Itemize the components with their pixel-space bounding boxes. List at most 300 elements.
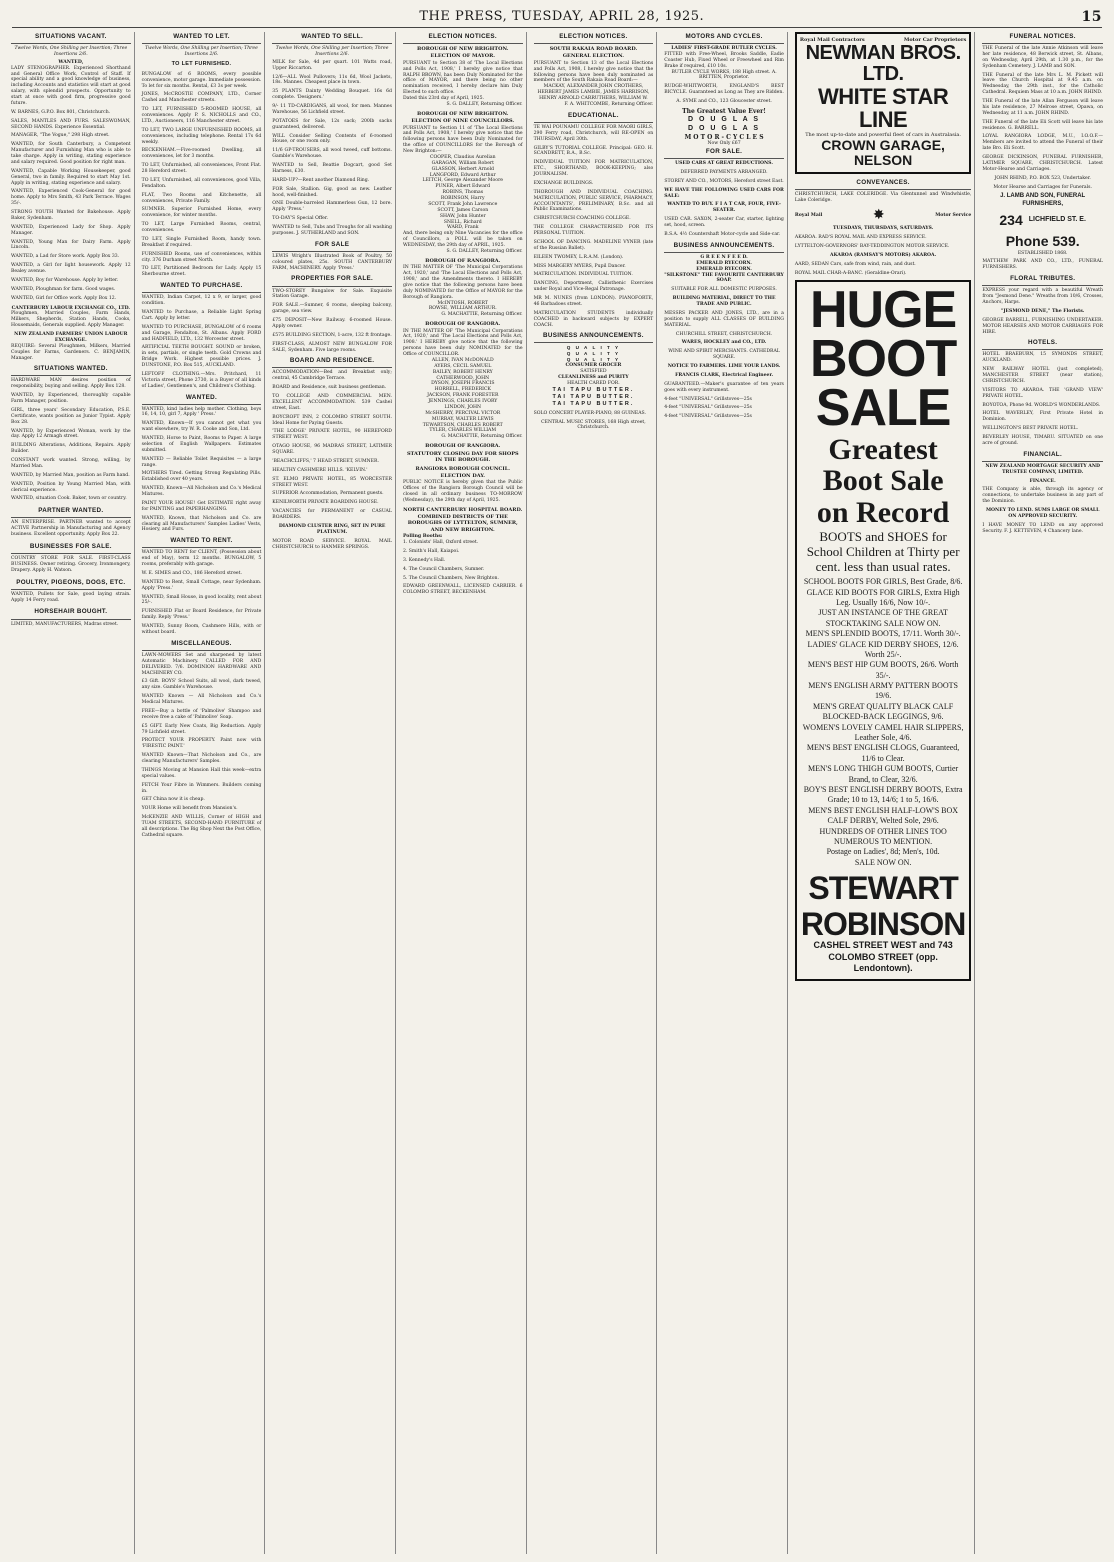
notice-subhead: ELECTION OF NINE COUNCILLORS. <box>411 118 515 125</box>
notice-head: RANGIORA BOROUGH COUNCIL. ELECTION DAY. <box>415 466 510 479</box>
satisfied-label: SATISFIED <box>580 368 607 374</box>
notice-farmers: NOTICE TO FARMERS. LIME YOUR LANDS. <box>667 364 781 370</box>
classified-ad: POTATOES for Sale, 12s sack; 200lb sacks guaranteed, delivered. <box>272 118 392 130</box>
classified-ad: WANTED, by Married Man, position as Farm hand. <box>11 472 130 478</box>
notice-body: IN THE MATTER OF 'The Municipal Corporations Act, 1920,' and 'The Local Elections and Polls Act, 1908.' I HEREBY give notice that the following persons have been duly NOMINATED for the Office of COUNCILLOR. <box>402 328 523 358</box>
classified-ad: WILL Consider Selling Contents of 6-roomed House, or one room only. <box>272 133 392 145</box>
booths-title: Polling Booths: <box>402 534 443 540</box>
universal-line: 4-feet "UNIVERSAL" Grillstoves—25s <box>664 396 752 402</box>
notice-new-brighton-mayor <box>403 46 523 108</box>
classified-ad: THINGS Moving at Mansion Hall this week—extra special values. <box>141 767 262 779</box>
classified-ad: DANCING, Deportment, Callisthenic Exercises under Royal and Vice-Regal Patronage. <box>533 281 654 293</box>
notice-dated: Dated this 23rd day of April, 1925. <box>402 96 484 102</box>
classified-ad: FURNISHED Rooms, use of conveniences, within city. 376 Durham street North. <box>141 251 262 263</box>
polling-booth: 2. Smith's Hall, Kaiapoi. <box>402 548 460 554</box>
hotel-ad: NEW RAILWAY HOTEL (just completed), MANCHESTER STREET (near station), CHRISTCHURCH. <box>982 367 1103 384</box>
classified-ad: WANTED, Known—If you cannot get what you want elsewhere, try W. R. Cooke and Son, Ltd. <box>141 421 262 433</box>
newman-small: The most up-to-date and powerful fleet of cars in Australasia. <box>805 131 962 138</box>
john-rhind: JOHN RHIND, P.O. BOX 523, Undertaker. <box>994 175 1091 181</box>
silkstone: "SILKSTONE" THE FAVOURITE CANTERBURY SOAP. <box>664 272 784 284</box>
funeral-notice: LOYAL RANGIORA LODGE, M.U., I.O.O.F.—Members are invited to attend the Funeral of their late Bro. Eli Scott. <box>982 134 1103 152</box>
section-business-sale <box>11 542 131 574</box>
classified-ad <box>11 189 131 207</box>
building-material: BUILDING MATERIAL, DIRECT TO THE TRADE AND PUBLIC. <box>672 296 776 308</box>
classified-ad <box>11 110 131 116</box>
classified-ad: MILK for Sale, 4d per quart. 101 Watts road, Upper Riccarton. <box>272 59 392 71</box>
classified-ad: BUNGALOW of 6 ROOMS, every possible convenience, motor garage. Immediate possession. To let for six months. Rental, £3 3s per week. <box>141 71 262 89</box>
classified-ad: 11/6 GP-TROUSERS, all wool tweed, cuff bottoms. Gamble's Warehouse. <box>272 148 392 160</box>
section-title: WANTED TO LET. <box>142 32 262 44</box>
notice-body: PURSUANT to Section 11 of 'The Local Elections and Polls Act, 1908,' I hereby give notice that the following persons have been Duly Nominated for the office of COUNCILLORS for the Borough of New Brighton:— <box>402 125 523 155</box>
classified-ad: BUILDING Alterations, Additions, Repairs. Apply Builder. <box>11 443 131 455</box>
ad-lyttelton: LYTTELTON-GOVERNORS' BAY-TEDDINGTON MOTOR SERVICE. <box>794 244 950 250</box>
funeral-notice: THE Funeral of the late Allan Ferguson will leave his late residence, 27 Melrose street, Opawa, on Wednesday, at 11 a.m. JOHN RHIND. <box>982 99 1103 116</box>
classified-ad: SUPERIOR Accommodation, Permanent guests. <box>272 491 384 497</box>
ad-huge-boot-sale <box>795 280 971 981</box>
classified-ad: WANTED, situation Cook. Baker, town or country. <box>11 496 127 502</box>
hotel-ad: BEVERLEY HOUSE, TIMARU. SITUATED on one acre of ground. <box>982 435 1103 446</box>
ad-body: WANTED, Girl for Office work. Apply Box 12. <box>11 295 117 301</box>
classified-ad: JONES, McCROSTIE COMPANY, LTD., Corner Cashel and Manchester streets. <box>141 92 262 104</box>
classified-ad: KENILWORTH PRIVATE BOARDING HOUSE. <box>272 500 379 506</box>
ad-body: Ploughmen, Married Couples, Farm Hands, Milkers, Shepherds, Station Hands, Cooks, Housemaids, Generals supplied. Apply Manager. <box>11 311 131 329</box>
classified-ad: GET China now it is cheap. <box>141 797 205 803</box>
section-title: MOTORS AND CYCLES. <box>664 32 784 44</box>
classified-ad: TO COLLEGE AND COMMERCIAL MEN. EXCELLENT ACCOMMODATION. 539 Cashel street, East. <box>272 394 392 411</box>
classified-ad: INDIVIDUAL TUITION FOR MATRICULATION, ETC., SHORTHAND, BOOK-KEEPING; also JOURNALISM. <box>533 160 654 177</box>
ad-head: NEW ZEALAND FARMERS' UNION LABOUR EXCHANGE. <box>14 332 128 343</box>
ad-head: LADIES' FIRST-GRADE BUTLER CYCLES. <box>671 46 777 52</box>
crown-garage: CROWN GARAGE, NELSON <box>821 136 945 169</box>
notice-hospital-board <box>403 507 523 582</box>
star-icon: ✸ <box>872 206 885 223</box>
candidate-name: TYLER, CHARLES WILLIAM <box>429 428 497 434</box>
classified-ad: OTAGO HOUSE, 96 MADRAS STREET, LATIMER SQUARE. <box>272 444 392 456</box>
classified-ad: BOARD and Residence, suit business gentleman. <box>272 385 387 391</box>
notice-subhead: COMBINED DISTRICTS OF THE BOROUGHS OF LYTTELTON, SUMNER, AND NEW BRIGHTON. <box>407 513 518 533</box>
side-right: Motor Car Proprietors <box>903 37 967 43</box>
candidate-name: JACKSON, FRANK FORESTER <box>427 393 499 399</box>
classified-ad: WANTED, by Experienced Woman, work by the day. Apply 12 Armagh street. <box>11 428 131 440</box>
section-title: FUNERAL NOTICES. <box>982 32 1103 44</box>
ad-body: WANTED, Experienced Lady for Shop. Apply Manager. <box>11 224 131 236</box>
universal-line: 4-feet "UNIVERSAL" Grillstoves—25s <box>664 405 752 411</box>
classified-ad: TO-DAY'S Special Offer. <box>272 216 328 222</box>
douglas-line: D O U G L A S <box>688 115 761 123</box>
guaranteed: GUARANTEED.—Maker's guarantee of ten years goes with every instrument. <box>664 381 784 393</box>
notice-new-brighton-councillors <box>403 111 523 255</box>
classified-ad: WANTED to Rent, Small Cottage, near Sydenham. Apply 'Press.' <box>141 579 262 591</box>
polling-booth: 4. The Council Chambers, Sumner. <box>402 566 485 572</box>
classified-ad: CONSTANT work wanted. Strong, willing, by Married Man. <box>11 458 131 469</box>
tai-tapu-line: TAI TAPU BUTTER. <box>552 386 635 393</box>
notice-head: NORTH CANTERBURY HOSPITAL BOARD. <box>403 506 523 513</box>
sale-item: MEN'S BEST ENGLISH CLOGS, Guaranteed, 11/6 to Clear. <box>806 743 960 763</box>
sale-heading: SALE <box>815 379 951 438</box>
quality-line: Q U A L I T Y <box>566 357 621 363</box>
section-title: BUSINESS ANNOUNCEMENTS. <box>534 331 654 343</box>
douglas-line: D O U G L A S <box>688 124 761 132</box>
column-funeral <box>979 32 1106 1554</box>
classified-ad: CHRISTCHURCH COACHING COLLEGE. <box>533 216 631 222</box>
classified-ad <box>11 142 131 166</box>
classified-ad: MR M. NUNES (from LONDON). PIANOFORTE, 46 Barbadoes street. <box>533 296 654 307</box>
classified-ad: 'THE LODGE' PRIVATE HOTEL, 90 HEREFORD STREET WEST. <box>272 429 392 441</box>
classified-ad: TO LET, Single Furnished Room, handy town. Breakfast if required. <box>141 236 262 248</box>
section-title: BUSINESS ANNOUNCEMENTS. <box>664 241 784 253</box>
classified-ad: ST. ELMO PRIVATE HOTEL, 85 WORCESTER STREET WEST. <box>272 476 392 488</box>
section-title: EDUCATIONAL. <box>534 111 654 123</box>
sale-item: MEN'S GREAT QUALITY BLACK CALF BLOCKED-BACK LEGGINGS, 9/6. <box>813 701 954 722</box>
section-title: FLORAL TRIBUTES. <box>982 274 1103 286</box>
ad-newman-bros <box>795 32 971 174</box>
section-title: SITUATIONS VACANT. <box>11 32 131 44</box>
side-left: Royal Mail Contractors <box>799 37 865 43</box>
classified-ad: MOTHERS Tired. Getting Strong Regulating Pills. Established over 40 years. <box>141 471 262 483</box>
sale-item: MEN'S ENGLISH ARMY PATTERN BOOTS 19/6. <box>808 681 958 701</box>
classified-ad: EILEEN TWOMEY, L.R.A.M. (London). <box>533 254 624 260</box>
ad-akaroa: AKAROA. RAD'S ROYAL MAIL AND EXPRESS SERVICE. <box>794 235 927 241</box>
classified-ad: WANTED Known—That Nicholson and Co., are clearing Manufacturers' Samples. <box>141 753 262 765</box>
ad-royal-charabanc: ROYAL MAIL CHAR-A-BANC. (Geraldine-Orari). <box>794 270 907 276</box>
ad-body: REQUIRE: Several Ploughmen, Milkers, Married Couples for Farms, Gardeners. C. BENJAMIN, Manager. <box>11 343 131 361</box>
masthead <box>12 6 1102 28</box>
classified-ad: 'BEACHCLIFFS,' 7 HEAD STREET, SUMNER. <box>272 458 379 464</box>
consumer-label: CONSUMER GROCER <box>565 363 622 369</box>
notice-head: BOROUGH OF RANGIORA. <box>425 321 501 328</box>
classified-ad: PROTECT YOUR PROPERTY. Paint now with 'FIRESTIC PAINT.' <box>141 738 262 750</box>
ad-body: MANAGER, "The Vogue," 298 High street. <box>11 133 110 139</box>
column-educational <box>531 32 658 1554</box>
notice-statutory <box>403 443 523 463</box>
classified-ad: £5 GIFT. Early New Coats, Big Reduction. Apply 79 Lichfield street. <box>141 723 262 735</box>
classified-ad: WANTED TO RENT for CLIENT, (Possession about end of May), term 12 months. BUNGALOW, 5 rooms, preferably with garage. <box>141 550 262 568</box>
ad-syme: A. SYME and CO., 123 Gloucester street. <box>676 99 772 105</box>
tai-tapu-line: TAI TAPU BUTTER. <box>552 400 635 407</box>
notice-signature: S. G. DALLEY, Returning Officer. <box>446 101 523 107</box>
green-feed-line: EMERALD RYECORN. <box>696 260 752 266</box>
section-situations-vacant <box>11 32 131 302</box>
lamb-phone: Phone 539. <box>1005 232 1080 249</box>
classified-ad: WANTED, kind ladies help mother. Clothing, boys 16, 14, 10, girl 7, Apply ' Press.' <box>141 406 262 418</box>
notice-signature: S. G. DALLEY, Returning Officer. <box>446 248 523 254</box>
lamb-head: J. LAMB AND SON, FUNERAL FURNISHERS, <box>1000 193 1086 208</box>
ad-body: WANTED, Experienced Cook-General for good home. Apply to Mrs Smith, 43 Park Terrace. Wages 35/-. <box>11 189 131 207</box>
hotel-ad: HOTEL BRAEBURN, 15 SYMONDS STREET, AUCKLAND. <box>982 352 1103 364</box>
stewart-heading: STEWART <box>808 870 958 907</box>
candidate-name: PUNER, Albert Edward <box>435 184 491 190</box>
sale-item: MEN'S SPLENDID BOOTS, 17/11. Worth 30/-. <box>805 629 961 639</box>
classified-ad: FURNISHED Flat or Board Residence, for Private family. Reply 'Press.' <box>141 609 262 621</box>
candidate-name: COOPER, Claudius Aurelian <box>429 154 496 160</box>
hotel-ad: HOTEL WAVERLEY, First Private Hotel in Dominion. <box>982 411 1103 423</box>
candidate-name: LANGFORD, Edward Arthur <box>429 172 496 178</box>
classified-ad: SUMNER. Superior Furnished Home, every convenience, for winter months. <box>141 207 262 219</box>
quality-line: Q U A L I T Y <box>566 351 621 357</box>
classified-ad: 35 PLANTS Dainty Wedding Bouquet. 16s 6d complete. 'Designers.' <box>272 89 392 101</box>
used-cars: USED CARS AT GREAT REDUCTIONS. <box>675 161 773 167</box>
classified-ad <box>11 133 131 139</box>
classified-ad: TO LET, Unfurnished, all conveniences, Front Flat. 28 Hereford street. <box>141 163 262 175</box>
section-title: FOR SALE. <box>664 147 784 159</box>
column-situations <box>8 32 135 1554</box>
classified-ad: W. E. SIMES and CO., 186 Hereford street. <box>141 570 242 576</box>
ad-diamond: DIAMOND CLUSTER RING, SET IN PURE PLATINUM. <box>278 523 386 535</box>
classified-ad: EXCHANGE BUILDINGS. <box>533 180 594 186</box>
notice-rangiora-mayor <box>403 258 523 318</box>
motor-service-label: Motor Service <box>935 212 972 218</box>
ad-body: LADY STENOGRAPHER. Experienced Shorthand and General Office Work, Control of Staff. If special ability and a good knowledge of business, including Accounts and statistics will start at good salary, with splendid prospects. Opportunity to start at once with good firm, progressive good future. <box>11 65 131 106</box>
messrs: MESSRS PACKER AND JONES, LTD., are in a position to supply ALL CLASSES OF BUILDING MATERIAL. <box>664 310 784 328</box>
nz-mortgage: NEW ZEALAND MORTGAGE SECURITY AND TRUSTEE COMPANY, LIMITED. <box>985 463 1101 475</box>
ad-mckenzie: McKENZIE AND WILLIS, Corner of HIGH and TUAM STREETS, SECOND-HAND FURNITURE of all descriptions. The Big Shop Next the Post Office, Cathedral square. <box>141 815 262 838</box>
ad-motors: MOTOR ROAD SERVICE. ROYAL MAIL CHRISTCHURCH to HANMER SPRINGS. <box>272 538 392 550</box>
candidate-name: HORRELL, FREDERICK <box>434 387 491 393</box>
page-number: 15 <box>1081 8 1102 25</box>
boot-sale-heading: Boot Sale <box>822 464 944 498</box>
sale-item: BOY'S BEST ENGLISH DERBY BOOTS, Extra Grade; 10 to 13, 14/6; 1 to 5, 16/6. <box>803 785 963 805</box>
section-title: FINANCIAL. <box>982 450 1103 462</box>
ad-body: W. BARNES, G.P.O. Box 801, Christchurch. <box>11 109 111 115</box>
classified-ad: HARD-UP?—Rent another Diamond Ring. <box>272 177 370 183</box>
boot-heading: BOOT <box>810 330 957 389</box>
classified-ad: VACANCIES for PERMANENT or CASUAL BOARDERS. <box>272 509 392 521</box>
section-title: HOTELS. <box>982 338 1103 350</box>
notice-head: BOROUGH OF RANGIORA. <box>425 257 501 264</box>
candidate-name: MURRAY, WALTER LEWIS <box>431 416 494 422</box>
motor-cycles: M O T O R - C Y C L E S <box>684 133 764 141</box>
finance-title: FINANCE. <box>1029 478 1056 484</box>
notice-body: PURSUANT to Section 13 of the Local Elections and Polls Act, 1908, I hereby give notice that the following persons have been duly nominated as members of the South Rakaia Road Board:— <box>533 60 654 84</box>
tai-tapu-line: TAI TAPU BUTTER. <box>552 393 635 400</box>
ad-head: CANTERBURY LABOUR EXCHANGE CO., LTD. <box>11 305 131 311</box>
section-title: BUSINESSES FOR SALE. <box>11 542 131 554</box>
ad-head: WANTED, <box>58 59 84 65</box>
green-feed-line: EMERALD RYECORN. <box>696 266 752 272</box>
notice-head: BOROUGH OF NEW BRIGHTON. <box>417 46 509 53</box>
classified-ad: MATRICULATION. INDIVIDUAL TUITION. <box>533 272 633 278</box>
huge-heading: HUGE <box>809 280 957 339</box>
classified-ad: WANTED, Known—All Nicholson and Co.'s Medical Mixtures. <box>141 486 262 498</box>
ad-body: LIMITED, MANUFACTURERS, Madras street. <box>11 621 119 627</box>
section-title: ELECTION NOTICES. <box>403 32 523 44</box>
candidate-name: JENNINGS, CHARLES IVORY <box>428 399 498 405</box>
francis-clark: FRANCIS CLARK, Electrical Engineer. <box>675 372 774 378</box>
wares: WARES, HOCKLEY and CO., LTD. <box>681 340 767 346</box>
ad-body: WANTED, Ploughman for farm. Good wages. <box>11 286 116 292</box>
finance-body: THE Company is able, through its agency or connections, to undertake business in any part of the Dominion. <box>982 487 1103 505</box>
wine: WINE AND SPIRIT MERCHANTS. CATHEDRAL SQUARE. <box>668 349 780 361</box>
section-title: WANTED TO RENT. <box>142 536 262 548</box>
classified-ad <box>11 332 131 361</box>
ad-body: AN ENTERPRISE. PARTNER wanted to accept ACTIVE Partnership in Manufacturing and Agency business. Excellent opportunity. Apply Box 22. <box>11 520 131 538</box>
white-star-line: WHITE STAR LINE <box>817 84 949 133</box>
section-title: CONVEYANCES. <box>795 178 971 190</box>
classified-ad: GIRL, three years' Secondary Education, P.S.E. Certificate, wants position as Junior Typist. Apply Box 28. <box>11 407 131 425</box>
section-title: PARTNER WANTED. <box>11 506 131 518</box>
classified-ad: WANTED, Indian Carpet, 12 x 9, or larger, good condition. <box>141 295 262 307</box>
section-rates: Twelve Words, One Shilling per Insertion; Three Insertions 2/6. <box>14 46 128 57</box>
sale-item: MEN'S BEST ENGLISH HALF-LOW'S BOX CALF DERBY, Welted Sole, 29/6. <box>808 805 959 826</box>
notice-subhead: ELECTION OF MAYOR. <box>430 53 495 60</box>
green-feed-line: G R E E N F E E D. <box>700 254 748 260</box>
notice-head: BOROUGH OF NEW BRIGHTON. <box>417 110 509 117</box>
ad-butler-cycles <box>664 46 784 81</box>
candidate-name: SCOTT, James Carson <box>437 207 489 213</box>
on-record-heading: on Record <box>816 495 950 529</box>
classified-ad: MISS MARGERY MYERS, Pupil Dancer. <box>533 263 626 269</box>
classified-ad: BECKENHAM.—Five-roomed Dwelling, all conveniences, let for 3 months. <box>141 148 262 160</box>
churchill: CHURCHILL STREET, CHRISTCHURCH. <box>675 331 773 337</box>
candidate-name: AYERS, CECIL SAMUEL <box>434 363 492 369</box>
classified-ad: £3 Gift. BOYS' School Suits, all wool, dark tweed, any size. Gamble's Warehouse. <box>141 679 262 691</box>
bsa: B.S.A. 4½ Countershaft Motor-cycle and Side-car. <box>664 231 781 237</box>
candidate-name: LINDON, JOHN <box>444 404 482 410</box>
notice-body: IN THE MATTER OF 'The Municipal Corporations Act, 1920,' and 'The Local Elections and Polls Act, 1908,' and the Amendments thereto. I HEREBY give notice that the following persons have been duly NOMINATED for the Office of MAYOR for the Borough of Rangiora. <box>402 265 523 300</box>
notice-head: BOROUGH OF RANGIORA. <box>425 443 501 450</box>
sale-item: JUST AN INSTANCE OF THE GREAT STOCKTAKING SALE NOW ON. <box>818 608 948 628</box>
store-address: CASHEL STREET WEST and 743 COLOMBO STREET (opp. Lendontown). <box>813 940 953 974</box>
classified-ad <box>11 169 131 187</box>
candidate-name: SNELL, Richard <box>443 219 482 225</box>
notice-names: MACKAY, ALEXANDER JOHN CROTHERS, HERBERT JAMES LAMBIE, JAMES HARRISON, HENRY ARNOLD CARRUTHERS, WILLIAM W. <box>537 84 650 102</box>
classified-ad: WANTED, Known, that Nicholson and Co. are clearing all Manufacturers' Samples Ladies' Vests, Hosiery, and Furs. <box>141 515 262 533</box>
boots-line: BOOTS and SHOES for School Children at Thirty per cent. less than usual rates. <box>806 529 960 575</box>
funeral-notice: THE Funeral of the late Annie Atkinson will leave her late residence, 48 Berwick street, St. Albans, on Wednesday, April 29th, at 1.30 p.m., for the Sydenham Cemetery. J. LAMB and SON. <box>982 46 1103 69</box>
classified-ad <box>11 210 131 222</box>
section-title: WANTED TO SELL. <box>272 32 392 44</box>
column-election-notices <box>400 32 527 1554</box>
money: MONEY TO LEND. SUMS LARGE OR SMALL ON APPROVED SECURITY. <box>985 508 1100 519</box>
health-label: HEALTH CARED FOR. <box>567 380 620 386</box>
classified-ad: FOR Sale, Stallion. Gig, good as new. Leather hood, well-finished. <box>272 186 392 198</box>
newspaper-title: THE PRESS, TUESDAY, APRIL 28, 1925. <box>419 9 705 24</box>
notice-head: SOUTH RAKAIA ROAD BOARD. <box>549 46 638 53</box>
sale-item: Postage on Ladies', 8d; Men's, 10d. <box>826 847 940 857</box>
classified-ad: PAINT YOUR HOUSE! Get ESTIMATE right away for PAINTING and PAPERHANGING. <box>141 500 262 512</box>
classified-ad: WANTED, Small House, in good locality, rent about 25/-. <box>141 594 262 606</box>
column-conveyances <box>792 32 975 1554</box>
lamb-address: LICHFIELD ST. E. <box>1028 216 1086 224</box>
candidate-name: DYSON, JOSEPH FRANCIS <box>431 381 495 387</box>
section-partner <box>11 506 131 538</box>
sale-item: SCHOOL BOOTS FOR GIRLS, Best Grade, 8/6. <box>803 577 963 587</box>
classified-ad: £575 BUILDING SECTION, 1-acre, 132 ft frontage. <box>272 332 392 338</box>
section-title: MISCELLANEOUS. <box>142 639 262 651</box>
hotel-ad: BOYOTOA, Phone 9d. WORLD'S WONDERLANDS. <box>982 402 1101 408</box>
notice-south-rakaia <box>534 46 654 108</box>
ad-body: LEWIS Wright's Illustrated Book of Poultry, 50 coloured plates, 25s. SOUTH CANTERBURY FARM, MACHINERY. Apply 'Press.' <box>272 253 392 271</box>
classified-ad <box>11 254 131 260</box>
ad-body: COUNTRY STORE FOR SALE. FIRST-CLASS BUSINESS. Owner retiring. Grocery, Ironmongery, Drapery. Apply H. Watson. <box>11 556 131 573</box>
candidate-name: GARAGAN, William Robert <box>431 160 494 166</box>
deferred: DEFERRED PAYMENTS ARRANGED. <box>680 169 768 175</box>
classified-ad: WANTED, Sunny Room, Cashmere Hills, with or without board. <box>141 624 262 635</box>
ad-artificial-teeth: ARTIFICIAL TEETH BOUGHT. SOUND or broken, in sets, partials, or single teeth. Gold Crowns and Bridge Work. Highest possible prices. J. DUNSTONE, P.O. Box 515, AUCKLAND. <box>141 345 262 368</box>
classified-ad: MATRICULATION STUDENTS individually COACHED in backward subjects by EXPERT COACH. <box>533 310 654 328</box>
section-situations-wanted <box>11 364 131 502</box>
hotel-ad: WELLINGTON'S BEST PRIVATE HOTEL. <box>982 426 1079 432</box>
notice-subhead: GENERAL ELECTION. <box>562 53 625 60</box>
classified-ad: LAWN-MOWERS Set and sharpened by latest Automatic Machinery. CALLED FOR AND DELIVERED. 7/6. DOMINION HARDWARE AND MACHINERY CO. <box>141 652 262 676</box>
classified-ad: 9/- 11 TD-CARDIGANS, all wool, for men. Mannes Warehouse, 56 Lichfield street. <box>272 104 392 115</box>
sale-item: SALE NOW ON. <box>854 857 912 867</box>
suitable: SUITABLE FOR ALL DOMESTIC PURPOSES. <box>671 287 777 293</box>
section-title: TO LET FURNISHED. <box>171 60 232 67</box>
section-horsehair <box>11 607 131 627</box>
section-title: FOR SALE <box>272 240 392 252</box>
classified-ad <box>11 225 131 237</box>
ad-solo-concert: SOLO CONCERT PLAYER-PIANO, 88 GUINEAS. <box>533 410 646 416</box>
classified-ad: FLAT, Two Rooms and Kitchenette, all conveniences, Private Family. <box>141 192 262 204</box>
classified-ad: 12/6—ALL Wool Pullovers; 11s 6d, Wool Jackets, 18s. Mannes. Cheapest place in town. <box>272 74 392 86</box>
notice-body: PURSUANT to Section 38 of 'The Local Elections and Polls Act, 1908,' I hereby give notice that RALPH BROWN, has been Duly Nominated for the office of MAYOR, and there being no other nomination received, I hereby declare him Duly Elected to such office. <box>402 60 523 96</box>
classified-ad: WANTED, by Experienced, thoroughly capable Farm Manager, position. <box>11 393 131 405</box>
classified-ad: FREE—Buy a bottle of 'Palmolive' Shampoo and receive free a cake of 'Palmolive' Soap. <box>141 708 262 720</box>
we-have: WE HAVE THE FOLLOWING USED CARS FOR SALE: <box>664 187 784 199</box>
classified-ad: THE COLLEGE CHARACTERISED FOR ITS PERSONAL TUITION. <box>533 225 654 236</box>
classified-ad: YOUR Home will benefit from Mansion's. <box>141 806 238 812</box>
universal-line: 4-feet "UNIVERSAL" Grillstoves—25s <box>664 414 752 420</box>
robinson-heading: ROBINSON <box>800 906 966 943</box>
candidate-name: McINTOSH, ROBERT <box>437 300 488 306</box>
classified-ad <box>11 60 131 107</box>
notice-subhead: STATUTORY CLOSING DAY FOR SHOPS IN THE BOROUGH. <box>406 450 519 463</box>
classified-ad: WANTED Known — All Nicholson and Co.'s Medical Mixtures. <box>141 694 262 706</box>
classified-ad <box>11 263 131 275</box>
classified-ad: SCHOOL OF DANCING. MADELINE VYNER (late of the Russian Ballet). <box>533 239 654 251</box>
candidate-name: WARD, Frank <box>446 225 479 231</box>
classified-ad <box>11 119 131 131</box>
notice-body: PUBLIC NOTICE is hereby given that the Public Offices of the Rangiora Borough Council will be closed in all ordinary business TO-MORROW (Wednesday), the 29th day of April, 1925. <box>402 480 523 503</box>
classified-ad: TO LET, Large Furnished Rooms, central, conveniences. <box>141 222 262 234</box>
classified-ad <box>11 240 131 252</box>
ad-footer: BUTLER CYCLE WORKS, 188 High street. A. BRITTEN, Proprietor. <box>671 69 777 81</box>
ad-body: STRONG YOUTH Wanted for Bakehouse. Apply Baker, Sydenham. <box>11 210 131 221</box>
have-money: I HAVE MONEY TO LEND on any approved Security. F. J. KETTEVEN, 4 Chancery lane. <box>982 522 1103 534</box>
classified-ad <box>11 306 131 330</box>
column-to-let <box>139 32 266 1554</box>
classified-ad: WANTED TO PURCHASE, BUNGALOW of 6 rooms and Garage, Fendalton, St. Albans. Apply FORD and HADFIELD, LTD., 132 Worcester street. <box>141 324 262 342</box>
ad-ramsay: AKAROA (RAMSAY'S MOTORS) AKAROA. <box>830 253 937 259</box>
classified-ad: WANTED to Sell, Tubs and Troughs for all washing purposes. J. SUTHERLAND and SON. <box>272 225 392 236</box>
used-car: USED CAR. SAXON, 2-seater Car, starter, lighting set, hood, screen. <box>664 217 784 229</box>
sale-item: MEN'S LONG THIGH GUM BOOTS, Curtier Brand, to Clear, 32/6. <box>808 764 959 784</box>
polling-booth: 3. Kennedy's Hall. <box>402 557 446 563</box>
matthew-park: MATTHEW PARK AND CO., LTD., FUNERAL FURNISHERS. <box>982 259 1103 271</box>
candidate-name: McSHERRY, PERCIVAL VICTOR <box>425 410 501 416</box>
classified-ad: TO LET, Partitioned Bedroom for Lady. Apply 15 Sherbourne street. <box>141 266 262 278</box>
section-title: PROPERTIES FOR SALE. <box>272 274 392 286</box>
sale-item: MEN'S BEST HIP GUM BOOTS, 26/6. Worth 35/-. <box>807 660 959 680</box>
classified-ad <box>11 287 131 293</box>
classified-ad: £75 DEPOSIT—New Railway. 6-roomed House. Apply owner. <box>272 318 392 329</box>
notice-election-day <box>403 466 523 503</box>
classified-ad: FOR SALE.—Sumner, 6 rooms, sleeping balcony, garage, sea view. <box>272 303 392 315</box>
funeral-notice: THE Funeral of the late Eli Scott will leave his late residence. G. BARRELL. <box>982 119 1103 131</box>
lamb-number: 234 <box>999 211 1023 228</box>
ad-greenwall: EDWARD GREENWALL, LICENSED CARRIER. 6 COLOMBO STREET, BECKENHAM. <box>402 584 523 596</box>
candidate-name: TEWARTSON, CHARLES ROBERT <box>422 422 503 428</box>
ad-body: WANTED, a Lad for Store work. Apply Box 33. <box>11 254 120 260</box>
ad-central-music: CENTRAL MUSIC STORES, 168 High street, Christchurch. <box>541 419 646 431</box>
ad-body: WANTED, for South Canterbury, a Competent Manufacturer and Furnishing Man who is able to take charge. Apply in writing, stating experience and salary required. Good position for right man. <box>11 142 131 165</box>
classified-ad: HARDWARE MAN desires position of responsibility, buying and selling. Apply Box 128. <box>11 378 131 390</box>
ad-body: WANTED, Boy for Warehouse. Apply by letter. <box>11 277 119 283</box>
classified-ad: THOROUGH AND INDIVIDUAL COACHING. MATRICULATION, PUBLIC SERVICE, PHARMACY, ACCOUNTANTS', PRELIMINARY, B.Sc. and all Public Examinations. <box>533 189 654 213</box>
candidate-name: ROBINSON, Harry <box>440 196 485 202</box>
floral-body: EXPRESS your regard with a beautiful Wreath from "Jesmond Dene." Wreaths from 10/6, Crosses, Anchors, Harps. <box>982 288 1103 305</box>
